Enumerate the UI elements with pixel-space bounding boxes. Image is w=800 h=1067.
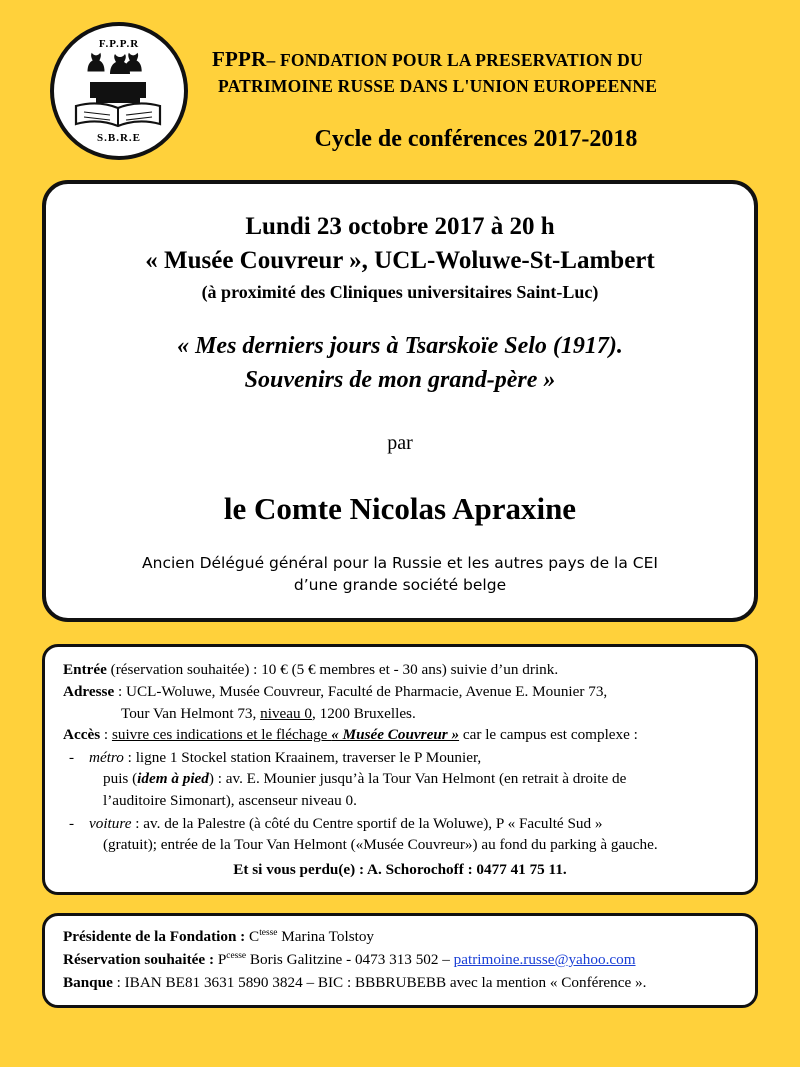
lecture-title-line1: « Mes derniers jours à Tsarskoïe Selo (1917). xyxy=(177,332,623,359)
reservation-label: Réservation souhaitée : xyxy=(63,951,215,969)
poster-header xyxy=(0,0,800,170)
access-sep: : xyxy=(100,726,112,744)
president-prefix: C xyxy=(249,928,260,946)
cycle-title: Cycle de conférences 2017-2018 xyxy=(314,125,638,152)
bank-line xyxy=(63,972,737,995)
voiture-cont: (gratuit); entrée de la Tour Van Helmont («Musée Couvreur») au fond du parking à gauche. xyxy=(103,836,658,854)
address-line-2 xyxy=(63,703,737,725)
speaker-name: le Comte Nicolas Apraxine xyxy=(223,491,577,527)
organisation-name-line1: FONDATION POUR LA PRESERVATION DU xyxy=(279,50,643,70)
entry-text: (réservation souhaitée) : 10 € (5 € membres et - 30 ans) suivie d’un drink. xyxy=(106,661,559,679)
list-item-metro xyxy=(63,747,737,812)
event-date: Lundi 23 octobre 2017 à 20 h xyxy=(245,213,555,240)
access-options-list xyxy=(63,747,737,856)
metro-text: : ligne 1 Stockel station Kraainem, traverser le P Mounier, xyxy=(123,748,482,766)
organisation-line-2 xyxy=(212,74,780,99)
president-label: Présidente de la Fondation : xyxy=(63,928,246,946)
organisation-name-line2: PATRIMOINE RUSSE DANS L'UNION EUROPEENNE xyxy=(218,76,658,97)
metro-cont-2: l’auditoire Simonart), ascenseur niveau 0. xyxy=(103,791,357,809)
president-sup: tesse xyxy=(259,928,278,939)
reservation-line xyxy=(63,949,737,972)
logo-bottom-text: S.B.R.E xyxy=(97,132,141,144)
address-level: niveau 0 xyxy=(260,704,312,722)
address-line xyxy=(63,681,737,703)
metro-cont-c: ) : av. E. Mounier jusqu’à la Tour Van Helmont (en retrait à droite de xyxy=(208,770,627,788)
fppr-logo xyxy=(50,22,188,160)
voiture-label: voiture xyxy=(89,814,132,832)
organisation-line-1 xyxy=(212,44,780,74)
lost-contact-line: Et si vous perdu(e) : A. Schorochoff : 0477 41 75 11. xyxy=(233,860,567,878)
reservation-prefix: P xyxy=(214,951,227,969)
list-item-voiture xyxy=(63,813,737,856)
event-card xyxy=(42,180,758,622)
speaker-bio-line2: d’une grande société belge xyxy=(293,575,507,594)
contact-email-link[interactable]: patrimoine.russe@yahoo.com xyxy=(453,951,636,969)
contact-footer-box xyxy=(42,913,758,1008)
address-line2-b: , 1200 Bruxelles. xyxy=(312,704,416,722)
access-line xyxy=(63,724,737,746)
lecture-title xyxy=(72,329,728,399)
address-line2-a: Tour Van Helmont 73, xyxy=(121,704,261,722)
lecture-title-line2: Souvenirs de mon grand-père » xyxy=(244,367,556,394)
president-name: Marina Tolstoy xyxy=(277,928,375,946)
logo-top-text: F.P.P.R xyxy=(98,38,140,50)
access-signage: « Musée Couvreur » xyxy=(331,726,460,744)
entry-line xyxy=(63,659,737,681)
organisation-dash: – xyxy=(266,50,276,70)
access-tail: car le campus est complexe : xyxy=(459,726,638,744)
access-instructions: suivre ces indications et le fléchage xyxy=(111,726,332,744)
president-line xyxy=(63,926,737,949)
organisation-abbr: FPPR xyxy=(212,47,267,71)
address-text: : UCL-Woluwe, Musée Couvreur, Faculté de Pharmacie, Avenue E. Mounier 73, xyxy=(114,683,608,701)
event-place: « Musée Couvreur », UCL-Woluwe-St-Lambert xyxy=(145,246,655,274)
metro-cont-a: puis ( xyxy=(103,770,138,788)
access-label: Accès xyxy=(63,726,101,744)
church-book-icon xyxy=(68,52,168,130)
metro-idem: idem à pied xyxy=(137,770,209,788)
speaker-bio-line1: Ancien Délégué général pour la Russie et les autres pays de la CEI xyxy=(142,554,658,573)
voiture-text: : av. de la Palestre (à côté du Centre sportif de la Woluwe), P « Faculté Sud » xyxy=(131,814,603,832)
event-place-note: (à proximité des Cliniques universitaires Saint-Luc) xyxy=(201,281,599,302)
bank-label: Banque xyxy=(63,973,113,991)
reservation-sup: cesse xyxy=(226,951,247,962)
metro-cont-1 xyxy=(89,768,737,790)
by-label: par xyxy=(387,432,413,455)
metro-label: métro xyxy=(89,748,124,766)
header-text-block xyxy=(188,22,780,153)
practical-info-box xyxy=(42,644,758,895)
bank-text: : IBAN BE81 3631 5890 3824 – BIC : BBBRUBEBB avec la mention « Conférence ». xyxy=(112,973,647,991)
entry-label: Entrée xyxy=(63,661,107,679)
speaker-bio xyxy=(72,553,728,596)
reservation-name: Boris Galitzine - 0473 313 502 – xyxy=(246,951,454,969)
address-label: Adresse xyxy=(63,683,115,701)
